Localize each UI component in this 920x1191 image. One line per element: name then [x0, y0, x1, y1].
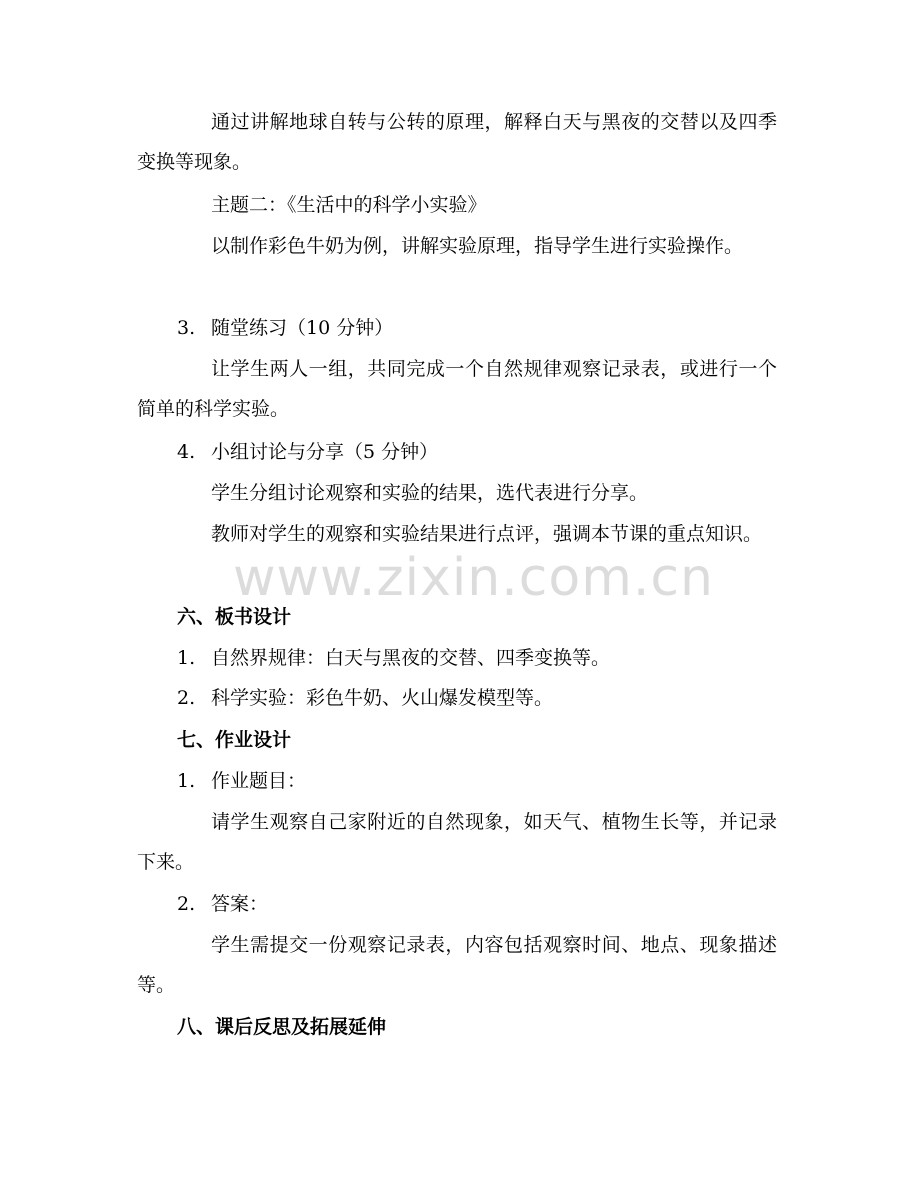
section-heading-board-design: 六、板书设计: [177, 606, 292, 628]
paragraph-earth-rotation: 通过讲解地球自转与公转的原理，解释白天与黑夜的交替以及四季变换等现象。: [137, 111, 777, 173]
list-number: 2.: [177, 893, 196, 915]
list-item-label: 随堂练习（10 分钟）: [211, 317, 394, 339]
list-item-discussion: [177, 440, 438, 464]
list-number: 3.: [177, 317, 196, 339]
list-item-label: 科学实验：彩色牛奶、火山爆发模型等。: [211, 687, 554, 709]
list-number: 1.: [177, 647, 196, 669]
watermark: www.zixin.com.cn: [233, 548, 714, 608]
list-item-answer: [177, 892, 268, 916]
paragraph-homework-question: 请学生观察自己家附近的自然现象，如天气、植物生长等，并记录下来。: [137, 811, 777, 873]
list-number: 4.: [177, 441, 196, 463]
list-item-label: 小组讨论与分享（5 分钟）: [211, 441, 439, 463]
list-item-label: 答案：: [211, 893, 269, 915]
section-heading-homework: 七、作业设计: [177, 729, 292, 751]
list-item-label: 作业题目：: [211, 770, 307, 792]
list-item-homework-question: [177, 769, 306, 793]
paragraph-practice-task: 让学生两人一组，共同完成一个自然规律观察记录表，或进行一个简单的科学实验。: [137, 358, 777, 420]
paragraph-group-share: 学生分组讨论观察和实验的结果，选代表进行分享。: [211, 482, 649, 504]
paragraph-teacher-review: 教师对学生的观察和实验结果进行点评，强调本节课的重点知识。: [211, 523, 763, 545]
list-number: 1.: [177, 770, 196, 792]
section-heading-reflection: 八、课后反思及拓展延伸: [177, 1016, 387, 1038]
list-item-practice: [177, 316, 393, 340]
list-number: 2.: [177, 687, 196, 709]
list-item-natural-laws: [177, 646, 610, 670]
paragraph-color-milk: 以制作彩色牛奶为例，讲解实验原理，指导学生进行实验操作。: [211, 235, 744, 257]
list-item-label: 自然界规律：白天与黑夜的交替、四季变换等。: [211, 647, 611, 669]
paragraph-answer: 学生需提交一份观察记录表，内容包括观察时间、地点、现象描述等。: [137, 934, 777, 996]
list-item-science-experiments: [177, 686, 553, 710]
theme-two-title: 主题二：《生活中的科学小实验》: [211, 194, 487, 216]
